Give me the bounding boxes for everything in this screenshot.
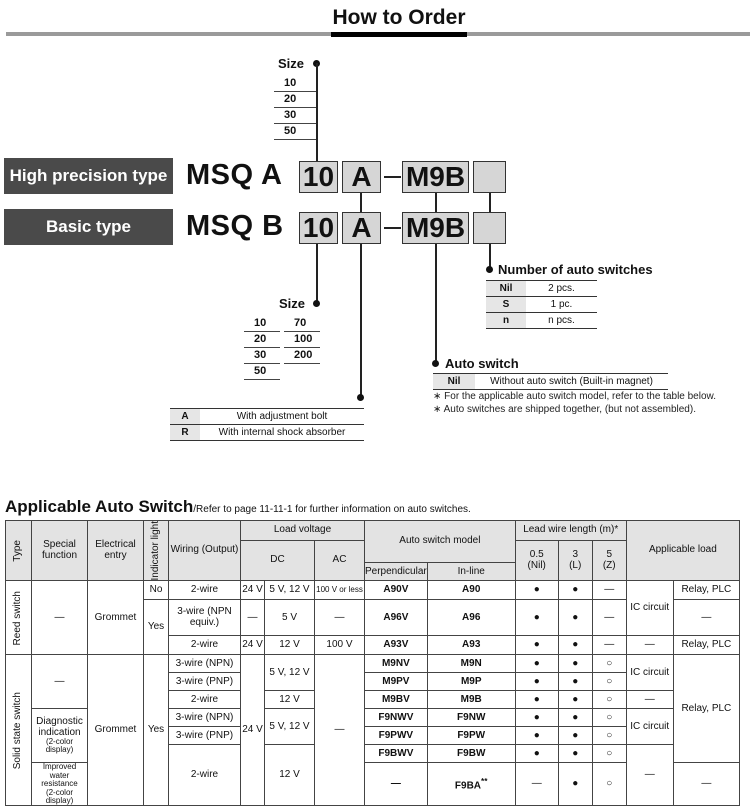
connector-line bbox=[435, 244, 437, 362]
size-bottom-item: 50 bbox=[244, 364, 280, 380]
dc-cell: 12 V bbox=[265, 636, 315, 655]
inline-text: F9BA bbox=[454, 780, 482, 792]
dc-cell: 5 V, 12 V bbox=[265, 581, 315, 600]
size-top-item: 20 bbox=[274, 92, 316, 108]
l5-cell: — bbox=[592, 636, 626, 655]
indicator-cell: No bbox=[144, 581, 169, 600]
inline-cell: F9NW bbox=[427, 709, 515, 727]
l3-cell: ● bbox=[558, 581, 592, 600]
code-cell: n bbox=[486, 313, 526, 329]
header-text: 3 bbox=[572, 549, 578, 561]
entry-cell: Grommet bbox=[88, 655, 144, 806]
bumper-code-box: A bbox=[342, 161, 381, 193]
inline-cell: F9PW bbox=[427, 727, 515, 745]
bumper-code-box: A bbox=[342, 212, 381, 244]
ac-cell: 100 V or less bbox=[315, 581, 365, 600]
special-cell bbox=[32, 709, 88, 763]
dash-line bbox=[384, 227, 401, 229]
size-bottom-col1 bbox=[244, 316, 280, 380]
table-row bbox=[170, 425, 364, 441]
code-cell: A bbox=[170, 409, 200, 425]
title-underline-accent bbox=[331, 32, 467, 37]
model-prefix-high: MSQ A bbox=[186, 159, 283, 191]
adjustment-table bbox=[170, 408, 364, 441]
inline-cell: M9P bbox=[427, 673, 515, 691]
l5-cell: ○ bbox=[592, 655, 626, 673]
type-text: Reed switch bbox=[12, 590, 24, 646]
dc-cell: 12 V bbox=[265, 745, 315, 806]
num-switches-table bbox=[486, 280, 597, 329]
header-indicator bbox=[144, 521, 169, 581]
header-dc: DC bbox=[241, 541, 315, 581]
special-cell: — bbox=[32, 655, 88, 709]
header-wiring: Wiring (Output) bbox=[169, 521, 241, 581]
dc24-cell: 24 V bbox=[241, 581, 265, 600]
size-bottom-col2 bbox=[284, 316, 320, 364]
indicator-cell: Yes bbox=[144, 600, 169, 655]
circuit-cell: IC circuit bbox=[626, 709, 673, 745]
section-title-text: Applicable Auto Switch bbox=[5, 497, 194, 516]
load-cell: Relay, PLC bbox=[673, 636, 739, 655]
connector-line bbox=[360, 244, 362, 398]
size-bottom-item: 20 bbox=[244, 332, 280, 348]
type-text: Solid state switch bbox=[12, 691, 24, 770]
l05-cell: ● bbox=[515, 673, 558, 691]
perp-cell: — bbox=[365, 763, 428, 806]
wiring-cell: 2-wire bbox=[169, 745, 241, 806]
auto-switch-note: ∗ For the applicable auto switch model, refer to the table below. bbox=[433, 391, 716, 402]
dash-line bbox=[384, 176, 401, 178]
code-cell: R bbox=[170, 425, 200, 441]
auto-switch-code-box: M9B bbox=[402, 212, 469, 244]
circuit-cell: — bbox=[626, 636, 673, 655]
connector-line bbox=[360, 193, 362, 212]
l5-cell: ○ bbox=[592, 763, 626, 806]
l3-cell: ● bbox=[558, 727, 592, 745]
indicator-cell: Yes bbox=[144, 655, 169, 806]
wiring-cell: 3-wire (NPN) bbox=[169, 709, 241, 727]
l05-cell: ● bbox=[515, 727, 558, 745]
table-row bbox=[486, 281, 597, 297]
l5-cell: ○ bbox=[592, 745, 626, 763]
header-special: Special function bbox=[32, 521, 88, 581]
dc24-cell: 24 V bbox=[241, 655, 265, 806]
size-bottom-item: 30 bbox=[244, 348, 280, 364]
inline-cell: M9B bbox=[427, 691, 515, 709]
l5-cell: — bbox=[592, 600, 626, 636]
header-inline: In-line bbox=[427, 563, 515, 581]
l3-cell: ● bbox=[558, 745, 592, 763]
dc24-cell: 24 V bbox=[241, 636, 265, 655]
l5-cell: — bbox=[592, 581, 626, 600]
header-text: (Z) bbox=[602, 559, 616, 571]
l05-cell: ● bbox=[515, 581, 558, 600]
table-row bbox=[433, 374, 668, 390]
l05-cell: — bbox=[515, 763, 558, 806]
model-prefix-basic: MSQ B bbox=[186, 210, 284, 242]
header-text: (Nil) bbox=[527, 559, 546, 571]
size-bottom-title: Size bbox=[279, 296, 306, 311]
l05-cell: ● bbox=[515, 745, 558, 763]
wiring-cell: 2-wire bbox=[169, 581, 241, 600]
l3-cell: ● bbox=[558, 655, 592, 673]
l05-cell: ● bbox=[515, 655, 558, 673]
perp-cell: F9NWV bbox=[365, 709, 428, 727]
perp-cell: M9NV bbox=[365, 655, 428, 673]
connector-dot bbox=[432, 360, 439, 367]
l05-cell: ● bbox=[515, 636, 558, 655]
inline-cell: F9BW bbox=[427, 745, 515, 763]
auto-switch-title: Auto switch bbox=[445, 356, 519, 371]
desc-cell: n pcs. bbox=[526, 313, 597, 329]
wiring-cell: 3-wire (PNP) bbox=[169, 673, 241, 691]
header-load-voltage: Load voltage bbox=[241, 521, 365, 541]
l3-cell: ● bbox=[558, 709, 592, 727]
wiring-cell: 2-wire bbox=[169, 691, 241, 709]
dc-cell: 12 V bbox=[265, 691, 315, 709]
perp-cell: A93V bbox=[365, 636, 428, 655]
num-switches-code-box bbox=[473, 212, 506, 244]
connector-line bbox=[489, 193, 491, 212]
code-cell: S bbox=[486, 297, 526, 313]
header-l5 bbox=[592, 541, 626, 581]
header-model: Auto switch model bbox=[365, 521, 516, 563]
header-l05 bbox=[515, 541, 558, 581]
special-subtext: (2-color display) bbox=[45, 737, 74, 755]
code-cell: Nil bbox=[486, 281, 526, 297]
header-text: Indicator light bbox=[149, 521, 161, 581]
desc-cell: Without auto switch (Built-in magnet) bbox=[475, 374, 668, 390]
entry-cell: Grommet bbox=[88, 581, 144, 655]
inline-cell: M9N bbox=[427, 655, 515, 673]
inline-sup: ** bbox=[481, 776, 488, 787]
l3-cell: ● bbox=[558, 636, 592, 655]
num-switches-title: Number of auto switches bbox=[498, 262, 653, 277]
inline-cell: A90 bbox=[427, 581, 515, 600]
header-text: (L) bbox=[569, 559, 582, 571]
size-code-box: 10 bbox=[299, 212, 338, 244]
size-top-item: 30 bbox=[274, 108, 316, 124]
size-bottom-item: 70 bbox=[284, 316, 320, 332]
type-cell bbox=[6, 581, 32, 655]
connector-dot bbox=[486, 266, 493, 273]
perp-cell: A96V bbox=[365, 600, 428, 636]
auto-switch-code-box: M9B bbox=[402, 161, 469, 193]
header-entry: Electrical entry bbox=[88, 521, 144, 581]
high-precision-type-label: High precision type bbox=[4, 158, 173, 194]
perp-cell: F9PWV bbox=[365, 727, 428, 745]
l05-cell: ● bbox=[515, 709, 558, 727]
header-lead: Lead wire length (m)* bbox=[515, 521, 626, 541]
wiring-cell: 3-wire (NPN equiv.) bbox=[169, 600, 241, 636]
l3-cell: ● bbox=[558, 600, 592, 636]
l3-cell: ● bbox=[558, 673, 592, 691]
inline-cell: A96 bbox=[427, 600, 515, 636]
l3-cell: ● bbox=[558, 763, 592, 806]
load-cell: — bbox=[673, 600, 739, 636]
desc-cell: With adjustment bolt bbox=[200, 409, 364, 425]
special-subtext: (2-color display) bbox=[45, 787, 74, 806]
header-ac: AC bbox=[315, 541, 365, 581]
dc-cell: 5 V, 12 V bbox=[265, 709, 315, 745]
auto-switch-table bbox=[433, 373, 668, 390]
special-cell bbox=[32, 763, 88, 806]
header-type bbox=[6, 521, 32, 581]
table-row bbox=[6, 655, 740, 673]
size-bottom-item: 10 bbox=[244, 316, 280, 332]
circuit-cell: — bbox=[626, 691, 673, 709]
header-applicable: Applicable load bbox=[626, 521, 739, 581]
type-cell bbox=[6, 655, 32, 806]
connector-dot bbox=[357, 394, 364, 401]
load-cell: Relay, PLC bbox=[673, 655, 739, 763]
header-text: Type bbox=[12, 539, 24, 562]
perp-cell: M9BV bbox=[365, 691, 428, 709]
wiring-cell: 3-wire (PNP) bbox=[169, 727, 241, 745]
circuit-cell: IC circuit bbox=[626, 655, 673, 691]
dc-cell: 5 V bbox=[265, 600, 315, 636]
basic-type-label: Basic type bbox=[4, 209, 173, 245]
l5-cell: ○ bbox=[592, 691, 626, 709]
auto-switch-note: ∗ Auto switches are shipped together, (but not assembled). bbox=[433, 404, 696, 415]
size-top-item: 10 bbox=[274, 76, 316, 92]
l3-cell: ● bbox=[558, 691, 592, 709]
section-subtitle: /Refer to page 11-11-1 for further information on auto switches. bbox=[193, 504, 471, 515]
wiring-cell: 2-wire bbox=[169, 636, 241, 655]
l05-cell: ● bbox=[515, 691, 558, 709]
l5-cell: ○ bbox=[592, 673, 626, 691]
size-top-list bbox=[274, 76, 316, 140]
size-bottom-item: 100 bbox=[284, 332, 320, 348]
code-cell: Nil bbox=[433, 374, 475, 390]
header-text: 5 bbox=[606, 549, 612, 561]
inline-cell bbox=[427, 763, 515, 806]
header-l3 bbox=[558, 541, 592, 581]
desc-cell: With internal shock absorber bbox=[200, 425, 364, 441]
header-perp: Perpendicular bbox=[365, 563, 428, 581]
special-cell: — bbox=[32, 581, 88, 655]
size-code-box: 10 bbox=[299, 161, 338, 193]
header-text: 0.5 bbox=[529, 549, 544, 561]
ac-cell: — bbox=[315, 600, 365, 636]
table-row bbox=[6, 581, 740, 600]
table-row bbox=[486, 313, 597, 329]
load-cell: — bbox=[673, 763, 739, 806]
perp-cell: M9PV bbox=[365, 673, 428, 691]
inline-cell: A93 bbox=[427, 636, 515, 655]
page-title: How to Order bbox=[332, 6, 466, 29]
size-top-title: Size bbox=[278, 56, 305, 71]
size-top-item: 50 bbox=[274, 124, 316, 140]
num-switches-code-box bbox=[473, 161, 506, 193]
section-title bbox=[5, 497, 471, 517]
table-header-row bbox=[6, 521, 740, 541]
applicable-auto-switch-table bbox=[5, 520, 740, 806]
table-row bbox=[170, 409, 364, 425]
l5-cell: ○ bbox=[592, 727, 626, 745]
wiring-cell: 3-wire (NPN) bbox=[169, 655, 241, 673]
perp-cell: A90V bbox=[365, 581, 428, 600]
connector-dot bbox=[313, 300, 320, 307]
table-row bbox=[486, 297, 597, 313]
desc-cell: 1 pc. bbox=[526, 297, 597, 313]
desc-cell: 2 pcs. bbox=[526, 281, 597, 297]
l05-cell: ● bbox=[515, 600, 558, 636]
connector-line bbox=[316, 63, 318, 161]
circuit-cell: IC circuit bbox=[626, 581, 673, 636]
special-text: Improved water resistance bbox=[41, 762, 78, 789]
l5-cell: ○ bbox=[592, 709, 626, 727]
special-text: Diagnostic indication bbox=[36, 716, 83, 738]
load-cell: Relay, PLC bbox=[673, 581, 739, 600]
dc-cell: 5 V, 12 V bbox=[265, 655, 315, 691]
perp-cell: F9BWV bbox=[365, 745, 428, 763]
dc24-cell: — bbox=[241, 600, 265, 636]
circuit-cell: — bbox=[626, 745, 673, 806]
ac-cell: 100 V bbox=[315, 636, 365, 655]
size-bottom-item: 200 bbox=[284, 348, 320, 364]
connector-line bbox=[435, 193, 437, 212]
ac-cell: — bbox=[315, 655, 365, 806]
connector-line bbox=[316, 244, 318, 304]
